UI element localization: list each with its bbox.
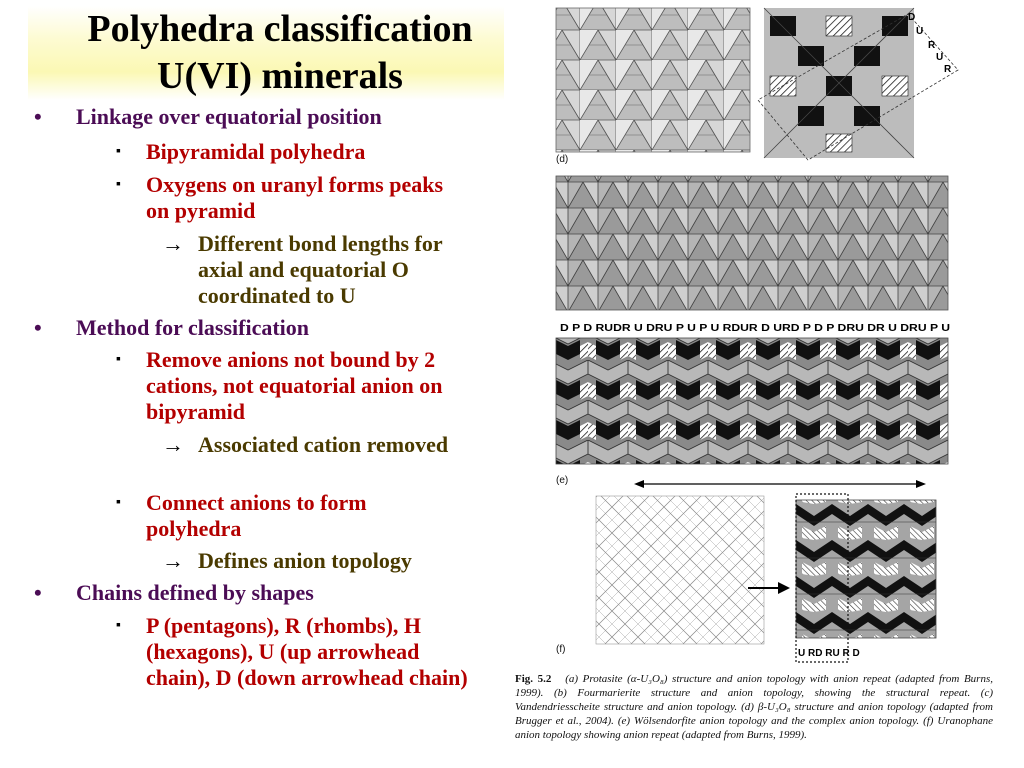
figure-caption [515,672,993,742]
bullet-marker: • [34,315,42,340]
panel-d-topology [758,8,958,160]
topology-label: U [936,52,944,63]
bullet-marker: ▪ [116,144,121,159]
bullet-item [34,315,496,341]
bullet-marker: ▪ [116,618,121,633]
panel-label-e: (e) [556,475,569,486]
bullet-text: Associated cation removed [198,432,449,457]
bullet-text: Method for classification [76,315,310,340]
bullet-text: Oxygens on uranyl forms peaks on pyramid [146,172,444,223]
bullet-text: Defines anion topology [198,548,412,573]
bullet-marker: → [162,231,184,256]
bullet-marker: → [162,432,184,457]
bullet-marker: • [34,104,42,129]
anion-topology-figure [508,0,1008,768]
bullet-marker: • [34,580,42,605]
panel-label-d: (d) [556,154,569,165]
panel-e-topology [556,338,948,464]
bullet-marker: ▪ [116,352,121,367]
bullet-text: Linkage over equatorial position [76,104,382,129]
bullet-text: Remove anions not bound by 2 cations, not equatorial anion on bipyramid [146,347,443,424]
slide-title [40,6,520,100]
panel-f-topology [796,500,936,638]
bullet-marker: ▪ [116,177,121,192]
bullet-text: Chains defined by shapes [76,580,314,605]
title-line-2: U(VI) minerals [157,55,403,97]
bullet-text: P (pentagons), R (rhombs), H (hexagons), U (up arrowhead chain), D (down arrowhead chain) [146,613,468,690]
caption-figure-number: Fig. 5.2 [515,673,552,685]
bullet-text: Different bond lengths for axial and equatorial O coordinated to U [198,231,443,308]
panel-f-structure [596,496,764,644]
bullet-item [34,580,496,606]
bullet-item [34,104,496,130]
bullet-item [116,613,476,691]
bullet-item [116,490,446,542]
bullet-marker: → [162,548,184,573]
panel-e-sequence: D P D RUDR U DRU P U P U RDUR D URD P D P DRU DR U DRU P U [560,323,950,334]
bullet-text: Bipyramidal polyhedra [146,139,366,164]
bullet-text: Connect anions to form polyhedra [146,490,367,541]
bullet-item [116,347,466,425]
title-line-1: Polyhedra classification [87,8,473,50]
topology-label: R [944,64,952,75]
panel-d-structure [556,8,750,152]
bullet-item [162,432,468,458]
bullet-item [162,231,478,309]
panel-label-f: (f) [556,644,566,655]
caption-text: (a) Protasite (α-U₃O₈) structure and anion topology with anion repeat (adapted from Burns, 1999). (b) Fourmarierite structure and anion topology, showing the structural repeat. (c) Vandendriesscheite structure and anion topology. (d) β-U₃O₈ structure and anion topology (adapted from Brugger et al., 2004). (e) Wölsendorfite anion topology and the complex anion topology. (f) Uranophane anion topology showing anion repeat (adapted from Burns, 1999). [515,673,993,741]
topology-label: U [916,26,924,37]
panel-f-sequence: U RD RU R D [798,648,860,659]
topology-label: D [908,12,916,23]
bullet-marker: ▪ [116,495,121,510]
panel-e-structure [556,176,948,310]
bullet-item [162,548,498,574]
repeat-arrow [634,480,926,488]
bullet-item [116,139,466,165]
bullet-item [116,172,456,224]
topology-label: R [928,40,936,51]
panel-d-row-labels [908,12,952,75]
